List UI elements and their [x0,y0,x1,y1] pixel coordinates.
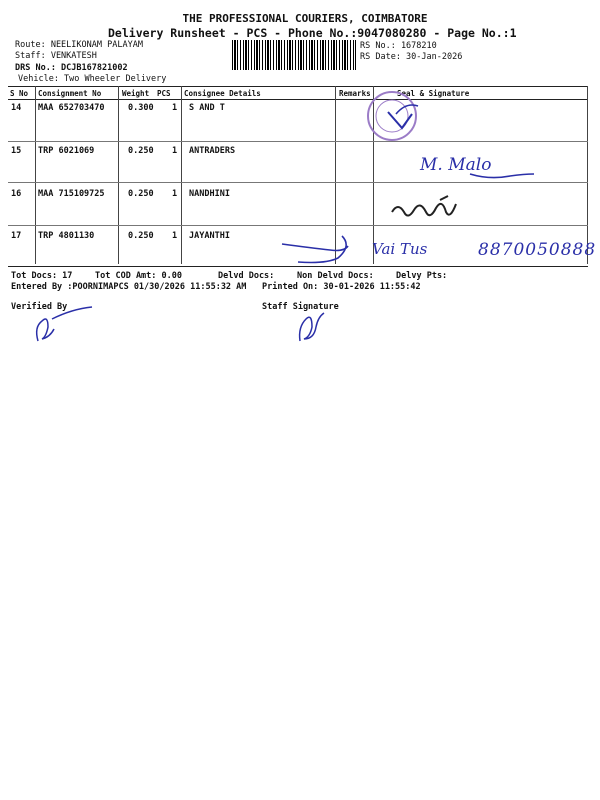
row-consignment: MAA 715109725 [38,189,105,199]
non-delvd-docs: Non Delvd Docs: [297,271,374,281]
table-header-rule [8,99,588,100]
row-consignment: TRP 6021069 [38,146,95,156]
signature-row17-stroke [280,232,360,264]
table-bottom-rule [8,266,588,267]
staff: Staff: VENKATESH [15,51,97,61]
verified-by-label: Verified By [11,302,68,312]
col-pcs: PCS [157,89,171,98]
seal-stamp [360,84,430,154]
row-weight: 0.300 [128,103,154,113]
row-sno: 15 [11,146,22,156]
col-divider [181,86,182,264]
col-divider [587,86,588,264]
runsheet-title: Delivery Runsheet - PCS - Phone No.:9047080280 - Page No.:1 [108,26,517,40]
rs-date: RS Date: 30-Jan-2026 [360,52,463,62]
row-sno: 14 [11,103,22,113]
row-weight: 0.250 [128,189,154,199]
row-consignee: NANDHINI [189,189,230,199]
staff-signature-label: Staff Signature [262,302,339,312]
vehicle: Vehicle: Two Wheeler Delivery [18,74,167,84]
row-sno: 17 [11,231,22,241]
col-seal-signature: Seal & Signature [397,89,470,98]
printed-on: Printed On: 30-01-2026 11:55:42 [262,282,421,292]
col-consignee: Consignee Details [184,89,261,98]
row-consignee: ANTRADERS [189,146,236,156]
row-rule [8,182,588,183]
row-pcs: 1 [172,146,178,156]
verified-signature [30,305,100,345]
col-weight: Weight [122,89,150,98]
col-remarks: Remarks [339,89,371,98]
row-consignee: JAYANTHI [189,231,230,241]
tot-cod: Tot COD Amt: 0.00 [95,271,182,281]
col-divider [118,86,119,264]
row-pcs: 1 [172,103,178,113]
signature-row15: M. Malo [420,155,492,175]
tot-docs: Tot Docs: 17 [11,271,73,281]
drs-number: DRS No.: DCJB167821002 [15,63,128,73]
company-title: THE PROFESSIONAL COURIERS, COIMBATORE [182,12,428,25]
row-weight: 0.250 [128,231,154,241]
signature-row16 [388,194,468,224]
delvy-pts: Delvy Pts: [396,271,448,281]
col-consignment: Consignment No [38,89,102,98]
row-sno: 16 [11,189,22,199]
col-divider [35,86,36,264]
row-pcs: 1 [172,189,178,199]
row-pcs: 1 [172,231,178,241]
recipient-phone-handwritten: 8870050888 [478,240,597,260]
barcode [232,40,356,70]
staff-signature [292,305,332,345]
row-rule [8,225,588,226]
signature-stroke [470,160,540,180]
row-consignment: TRP 4801130 [38,231,95,241]
recipient-name-handwritten: Vai Tus [372,240,428,258]
route: Route: NEELIKONAM PALAYAM [15,40,143,50]
table-top-rule [8,86,588,87]
row-consignment: MAA 652703470 [38,103,105,113]
row-consignee: S AND T [189,103,225,113]
delvd-docs: Delvd Docs: [218,271,275,281]
row-weight: 0.250 [128,146,154,156]
row-rule [8,141,588,142]
rs-number: RS No.: 1678210 [360,41,437,51]
col-sno: S No [10,89,29,98]
entered-by: Entered By :POORNIMAPCS 01/30/2026 11:55:32 AM [11,282,247,292]
